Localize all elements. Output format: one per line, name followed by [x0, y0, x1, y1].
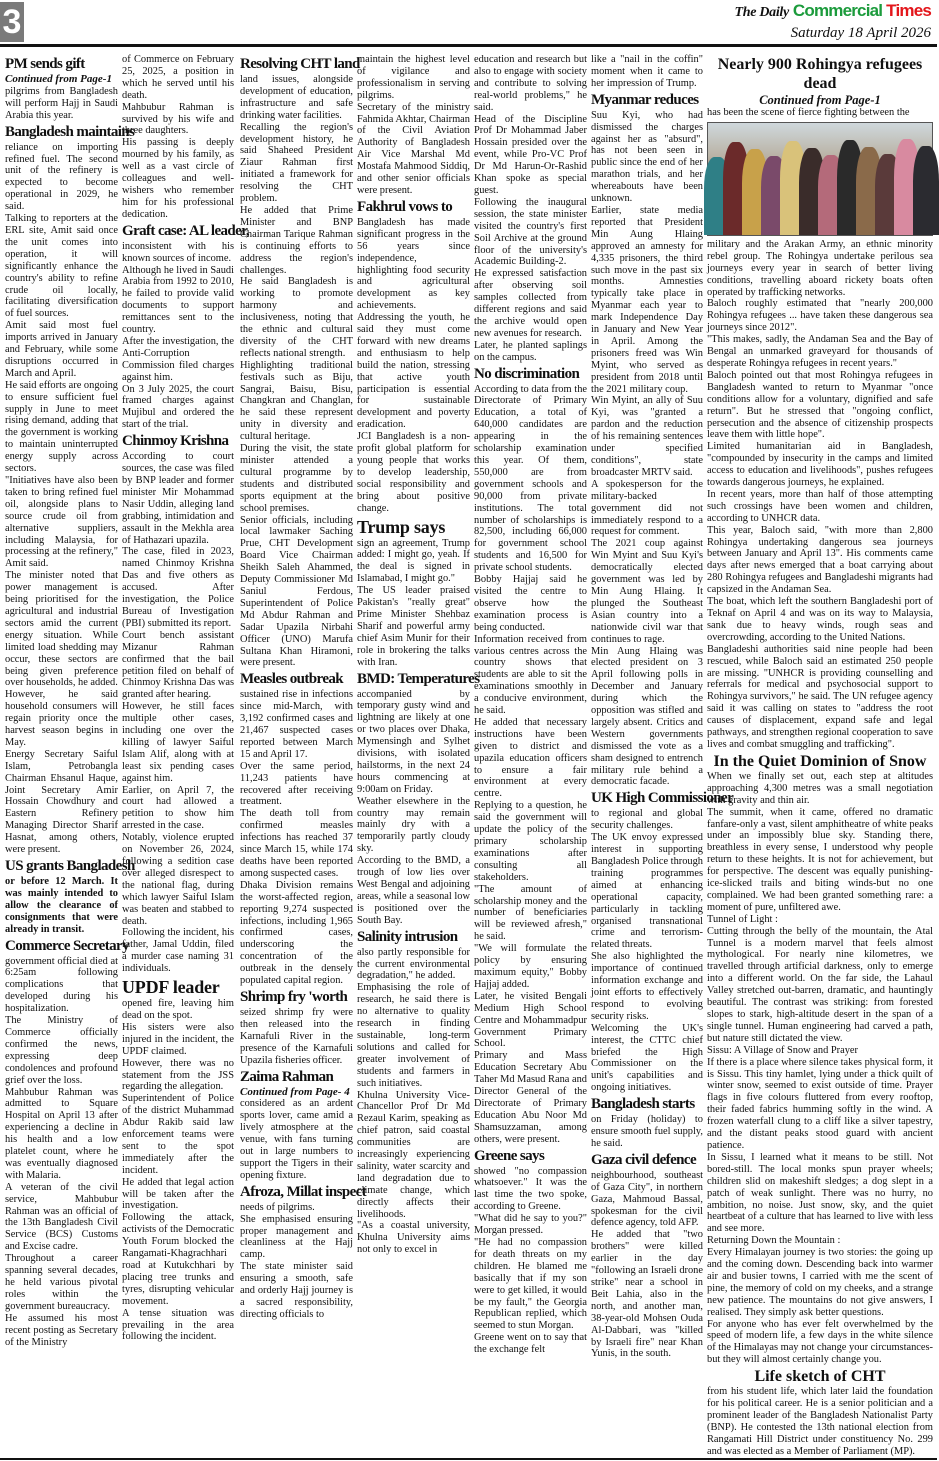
paragraph: Primary and Mass Education Secretary Abu Taher Md Masud Rana and Director General of the Directorate of Primary Education Abu Noor Md Shamsuzzaman, among others, were present. [474, 1050, 587, 1145]
paragraph: Cutting through the belly of the mountain, the Atal Tunnel is a modern marvel that feels almost mythological. For nearly nine kilometres, we travelled through artificial darkness, only to emerge into a different world. On the far side, the Lahaul Valley stretched out-barren, dramatic, and hauntingly beautiful. The contrast was striking: from forested slopes to stark, high-altitude desert in the span of a single tunnel. Human engineering had carved a path, but nature still dictated the view. [707, 925, 933, 1044]
headline: Resolving CHT land [240, 56, 360, 72]
paragraph: Weather elsewhere in the country may remain mainly dry with a temporarily partly cloudy sky. [357, 795, 470, 855]
paragraph: to regional and global security challenges. [591, 808, 703, 832]
headline: Shrimp fry 'worth [240, 988, 348, 1005]
paragraph: The Ministry of Commerce officially confirmed the news, expressing deep condolences and profound grief over the loss. [5, 1015, 118, 1086]
paragraph: Energy Secretary Saiful Islam, Petrobangla Chairman Ehsanul Haque, Joint Secretary Amir Hossain Chowdhury and Eastern Refinery Managing Director Sharif Hasnat, among others, were present. [5, 748, 118, 856]
paragraph: Returning Down the Mountain : [707, 1235, 841, 1247]
paragraph: He added that "two brothers" were killed earlier in the day "following an Israeli drone strike" near a school in Beit Lahia, also in the north, and another man, 38-year-old Mohsen Ouda Al-Dabbari, was "killed by Israeli fire" near Khan Yunis, in the south. [591, 1229, 703, 1360]
paragraph: Court bench assistant Mizanur Rahman confirmed that the bail petition filed on behalf of Chinmoy Krishna Das was granted after hearing. [122, 629, 234, 701]
paragraph: Emphasising the role of research, he said there is no alternative to quality research in finding sustainable, long-term solutions and called for greater involvement of students and farmers in such initiatives. [357, 982, 470, 1089]
paragraph: government official died at 6:25am following complications that developed during his hospitalization. [5, 955, 118, 1015]
headline: Bangladesh maintains [5, 123, 135, 140]
headline: UPDF leader [122, 977, 220, 998]
paragraph: Bobby Hajjaj said he visited the centre to observe how the examination process is being conducted. [474, 574, 587, 633]
paragraph: On 3 July 2025, the court framed charges against Mujibul and ordered the start of the trial. [122, 383, 234, 431]
paragraph: "As a coastal university, Khulna University aims not only to excel in [357, 1220, 470, 1256]
paragraph: "We will formulate the policy by ensuring maximum equity," Bobby Hajjaj added. [474, 943, 587, 990]
paragraph: According to court sources, the case was filed by BNP leader and former minister Mir Mohammad Nasir Uddin, alleging land grabbing, intimidation and assault in the Mekhla area of Hathazari upazila. [122, 451, 234, 546]
paragraph: Secretary of the ministry Fahmida Akhtar, Chairman of the Civil Aviation Authority of Bangladesh Air Vice Marshal Md Mostafa Mahmood Siddiq, and other senior officials were present. [357, 101, 470, 196]
paragraph: Superintendent of Police of the district Muhammad Abdur Rakib said law enforcement teams were sent to the spot immediately after the incident. [122, 1093, 234, 1176]
headline: Myanmar reduces [591, 91, 699, 108]
newspaper-name-the: The Daily [734, 5, 789, 20]
paragraph: The case, filed in 2023, named Chinmoy Krishna Das and five others as accused. After investigation, the Police Bureau of Investigation (PBI) submitted its report. [122, 546, 234, 629]
paragraph: Win Myint, an ally of Suu Kyi, was "granted a pardon and the reduction of his remaining sentences under specified conditions", state broadcaster MRTV said. [591, 395, 703, 478]
paragraph: A spokesperson for the military-backed government did not immediately respond to a request for comment. [591, 478, 703, 538]
paragraph: He added that legal action will be taken after the investigation. [122, 1176, 234, 1212]
column-7 [707, 54, 933, 1456]
headline: Life sketch of CHT [754, 1368, 886, 1386]
paragraph: "The amount of scholarship money and the number of beneficiaries will be reviewed afresh," he said. [474, 883, 587, 943]
rohingya-refugees-photo [707, 122, 933, 236]
paragraph: like a "nail in the coffin" moment when it came to her impression of Trump. [591, 54, 703, 89]
headline: Afroza, Millat inspect [240, 1183, 367, 1200]
paragraph: However, he said household consumers will regain priority once the harvest season begins in May. [5, 689, 118, 748]
paragraph: Baloch roughly estimated that "nearly 200,000 Rohingya refugees ... have taken these dangerous sea journeys since 2012". [707, 298, 933, 334]
paragraph: Talking to reporters at the ERL site, Amit said once the unit comes into operation, it will significantly enhance the country's ability to refine crude oil locally, facilitating diversification of fuel sources. [5, 213, 118, 320]
headline: UK High Commissioner [591, 790, 734, 807]
newspaper-name-times: Times [886, 1, 931, 20]
paragraph: The boat, which left the southern Bangladeshi port of Teknaf on April 4 and was on its way to Malaysia, sank due to heavy winds, rough seas and overcrowding, according to the United Nations. [707, 596, 933, 643]
headline: Fakhrul vows to [357, 198, 453, 215]
paragraph: Recalling the region's development history, he said Shaheed President Ziaur Rahman first initiated a framework for resolving the CHT problem. [240, 121, 353, 205]
paragraph: Sissu: A Village of Snow and Prayer [707, 1044, 858, 1056]
paragraph: of Commerce on February 25, 2025, a position in which he served until his death. [122, 54, 234, 101]
continued-kicker: Continued from Page- 4 [240, 1085, 350, 1098]
paragraph: Every Himalayan journey is two stories: the going up and the coming down. Descending back into warmer air and busier towns, I carried with me the scent of pine, the memory of cold on my cheeks, and a strange new patience. The mountains do not give answers, I realised. They simply ask better questions. [707, 1247, 933, 1318]
paragraph: He said Bangladesh is working to promote harmony and inclusiveness, noting that the ethnic and cultural diversity of the CHT reflects national strength. [240, 276, 353, 359]
paragraph: The US leader praised Pakistan's "really great" Prime Minister Shehbaz Sharif and powerful army chief Asim Munir for their role in brokering the talks with Iran. [357, 585, 470, 668]
paragraph: "Initiatives have also been taken to bring refined fuel oil, alongside plans to source crude oil from alternative suppliers, including Malaysia, for processing at the refinery," Amit said. [5, 475, 118, 570]
column-1 [5, 54, 135, 1456]
paragraph: Although he lived in Saudi Arabia from 1992 to 2010, he failed to provide valid documents to support remittances sent to the country. [122, 264, 234, 336]
column-4 [357, 54, 480, 1456]
paragraph: According to the BMD, a trough of low lies over West Bengal and adjoining areas, while a seasonal low is positioned over the South Bay. [357, 855, 470, 926]
paragraph: Earlier, state media reported that President Min Aung Hlaing approved an amnesty for 4,335 prisoners, the third such move in the past six months. Amnesties typically take place in Myanmar each year to mark Independence Day in January and New Year in April. Among the prisoners freed was Win Myint, who served as president from 2018 until the 2021 military coup. [591, 204, 703, 395]
paragraph: JCI Bangladesh is a non-profit global platform for young people that works to develop leadership, social responsibility and bring about positive change. [357, 431, 470, 514]
headline: Bangladesh starts [591, 1096, 695, 1113]
paragraph: Baloch pointed out that most Rohingya refugees in Bangladesh wanted to return to Myanmar "once conditions allow for a voluntary, dignified and safe return". But he stressed that "ongoing conflict, persecution and the absence of citizenship prospects leave them with little hope". [707, 369, 933, 441]
paragraph: However, he still faces multiple other cases, including one over the killing of lawyer Saiful Islam Alif, along with at least six pending cases against him. [122, 701, 234, 784]
newspaper-name-commercial: Commercial [792, 1, 883, 20]
headline: In the Quiet Dominion of Snow [713, 752, 927, 770]
paragraph: Following the attack, activists of the Democratic Youth Forum blocked the Rangamati-Khagrachhari road at Kutukchhari by placing tree trunks and tyres, disrupting vehicular movement. [122, 1212, 234, 1307]
headline: US grants Bangladesh [5, 858, 135, 874]
paragraph: He added that Prime Minister and BNP Chairman Tarique Rahman is continuing efforts to address the region's challenges. [240, 204, 353, 276]
paragraph: He assumed his most recent posting as Secretary of the Ministry [5, 1312, 118, 1348]
headline: Nearly 900 Rohingya refugees dead [717, 56, 923, 92]
paragraph: Min Aung Hlaing was elected president on 3 April following polls in December and January during which the opposition was stifled and largely absent. Critics and Western governments dismissed the vote as a sham designed to entrench military rule behind a democratic facade. [591, 645, 703, 788]
paragraph: from his student life, which later laid the foundation for his political career. He is a senior politician and a prominent leader of the Bangladesh Nationalist Party (BNP). He contested the 13th national election from Rangamati Hill District under constituency No. 299 and was elected as a Member of Parliament (MP). [707, 1386, 933, 1457]
paragraph: sign an agreement, Trump added: I might go, yeah. If the deal is signed in Islamabad, I might go." [357, 537, 470, 585]
footer-rule [0, 1458, 937, 1460]
paragraph: "What did he say to you?" Morgan pressed. [474, 1213, 587, 1237]
paragraph: on Friday (holiday) to ensure smooth fuel supply, he said. [591, 1114, 703, 1149]
paragraph: Bangladeshi authorities said nine people had been rescued, while Baloch said an estimated 250 people are missing. "UNHCR is providing counselling and referrals for medical and psychosocial support to Rohingya survivors," he said. The UN refugee agency said it was calling on states to "address the root causes of displacement, expand safe and legal pathways, and strengthen regional cooperation to save lives and combat smuggling and trafficking". [707, 643, 933, 750]
paragraph: Highlighting traditional festivals such as Biju, Sangrai, Baisu, Bisu, Changkran and Changlan, he said these represent unity in diversity and cultural heritage. [240, 359, 353, 443]
paragraph: Senior officials, including local lawmaker Saching Prue, CHT Development Board Vice Chairman Sheikh Saleh Ahammed, Deputy Commissioner Md Saniul Ferdous, Superintendent of Police Md Abdur Rahman and Sadar Upazila Nirbahi Officer (UNO) Marufa Sultana Khan Hiramoni, were present. [240, 514, 353, 669]
paragraph: Greene went on to say that the exchange felt [474, 1332, 587, 1356]
headline: Zaima Rahman [240, 1068, 334, 1085]
paragraph: accompanied by temporary gusty wind and lightning are likely at one or two places over Dhaka, Mymensingh and Sylhet divisions, with isolated hailstorms, in the next 24 hours commencing at 9:00am on Friday. [357, 688, 470, 795]
paragraph: Head of the Discipline Prof Dr Mohammad Jaber Hossain presided over the event, while Pro-VC Prof Dr Md Harun-Or-Rashid Khan spoke as special guest. [474, 113, 587, 196]
paragraph: Welcoming the UK's interest, the CTTC chief briefed the High Commissioner on the unit's capabilities and ongoing initiatives. [591, 1022, 703, 1094]
masthead [734, 1, 931, 42]
column-6 [591, 54, 734, 1456]
headline: Greene says [474, 1147, 545, 1164]
paragraph: Throughout a career spanning several decades, he held various pivotal roles within the government bureaucracy. [5, 1253, 118, 1312]
paragraph: considered as an ardent sports lover, came amid a lively atmosphere at the venue, with fans turning out in large numbers to support the Tigers in their opening fixture. [240, 1098, 353, 1181]
paragraph: Following the inaugural session, the state minister visited the country's first Soil Archive at the ground floor of the university's Academic Building-2. [474, 196, 587, 268]
paragraph: A veteran of the civil service, Mahbubur Rahman was an official of the 13th Bangladesh Civil Service (BCS) Customs and Excise cadre. [5, 1181, 118, 1253]
photo-figure [913, 146, 939, 235]
paragraph: The minister noted that power management is being prioritised for the agricultural and industrial sectors amid the current energy situation. While limited load shedding may occur, these sectors are being given preference over households, he added. [5, 570, 118, 689]
header-rule [0, 44, 937, 47]
paragraph: Replying to a question, he said the government will update the policy of the primary scholarship examinations after consulting all stakeholders. [474, 800, 587, 883]
column-2 [122, 54, 250, 1456]
paragraph: sustained rise in infections since mid-March, with 3,192 confirmed cases and 21,467 suspected cases reported between March 15 and April 17. [240, 689, 353, 760]
paragraph: neighbourhood, southeast of Gaza City", in northern Gaza, Mahmoud Bassal, spokesman for the civil defence agency, told AFP. [591, 1169, 703, 1229]
paragraph: "He had no compassion for death threats on my children. He blamed me basically that if my son were to get killed, it would be my fault," the Georgia Republican replied, which seemed to stun Morgan. [474, 1237, 587, 1332]
column-3 [240, 54, 367, 1456]
paragraph: maintain the highest level of vigilance and professionalism in serving pilgrims. [357, 54, 470, 101]
paragraph: has been the scene of fierce fighting between the [707, 107, 910, 118]
paragraph: Over the same period, 11,243 patients have recovered after receiving treatment. [240, 760, 353, 808]
paragraph: Following the incident, his father, Jamal Uddin, filed a murder case naming 31 individuals. [122, 927, 234, 975]
paragraph: During the visit, the state minister attended a cultural programme by students and distributed sports equipment at the school premises. [240, 443, 353, 514]
paragraph: The state minister said ensuring a smooth, safe and orderly Hajj journey is a sacred responsibility, directing officials to [240, 1261, 353, 1320]
paragraph: A tense situation was prevailing in the area following the incident. [122, 1307, 234, 1343]
paragraph: Mahbubur Rahman is survived by his wife and three daughters. [122, 101, 234, 137]
paragraph: Suu Kyi, who had dismissed the charges against her as "absurd", has not been seen in public since the end of her marathon trials, and her whereabouts have been unknown. [591, 109, 703, 205]
paragraph: However, there was no statement from the JSS regarding the allegation. [122, 1057, 234, 1093]
paragraph: Notably, violence erupted on November 26, 2024, following a sedition case over alleged disrespect to the national flag, during which lawyer Saiful Islam was beaten and stabbed to death. [122, 832, 234, 927]
paragraph: opened fire, leaving him dead on the spot. [122, 998, 234, 1021]
paragraph: His passing is deeply mourned by his family, as well as a vast circle of colleagues and well-wishers who remember him for his professional dedication. [122, 137, 234, 220]
paragraph: pilgrims from Bangladesh will perform Hajj in Saudi Arabia this year. [5, 85, 118, 121]
headline: Measles outbreak [240, 671, 344, 688]
paragraph: or before 12 March. It was mainly intended to allow the clearance of consignments that were already in transit. [5, 876, 118, 935]
paragraph: He expressed satisfaction after observing soil samples collected from different regions and said the archive would open new avenues for research. [474, 268, 587, 339]
continued-kicker: Continued from Page-1 [759, 93, 881, 107]
paragraph: also partly responsible for the current environmental degradation," he added. [357, 946, 470, 982]
headline: Gaza civil defence [591, 1151, 696, 1168]
paragraph: She emphasised ensuring proper management and cleanliness at the Hajj camp. [240, 1213, 353, 1261]
paragraph: Addressing the youth, he said they must come forward with new dreams and enthusiasm to help build the nation, stressing that active youth participation is essential for sustainable development and poverty eradication. [357, 312, 470, 431]
headline: PM sends gift [5, 56, 85, 72]
paragraph: The death toll from confirmed measles infections has reached 37 since March 15, while 174 deaths have been reported among suspected cases. [240, 808, 353, 879]
continued-kicker: Continued from Page-1 [5, 73, 112, 85]
headline: Trump says [357, 516, 446, 537]
headline: BMD: Temperatures [357, 670, 480, 687]
paragraph: According to data from the Directorate of Primary Education, a total of 640,000 candidates are appearing in the scholarship examination this year. Of them, 550,000 are from government schools and 90,000 from private institutions. The total number of scholarships is 82,500, including 66,000 for government school students and 16,500 for private school students. [474, 383, 587, 574]
issue-date: Saturday 18 April 2026 [790, 25, 931, 41]
paragraph: Later, he planted saplings on the campus. [474, 339, 587, 363]
paragraph: In Sissu, I learned what it means to be still. Not bored-still. The local monks spun prayer wheels; children slid on makeshift sledges; a dog slept in a patch of weak sunlight. There was no hurry, no ambition, no noise. Just snow, sky, and the quiet heartbeat of a culture that has learned to live with less and see more. [707, 1151, 933, 1235]
paragraph: The summit, when it came, offered no dramatic fanfare-only a vast, silent amphitheatre of white peaks under an impossibly blue sky. Standing there, breathless in every sense, I understood why people return to these heights. It is not for achievement, but for perspective. The descent was equally punishing-ice-slicked trails and biting winds-but no one complained. We had been granted something rare: a moment of pure, unfiltered awe. [707, 806, 933, 913]
paragraph: After the investigation, the Anti-Corruption Commission filed charges against him. [122, 335, 234, 383]
paragraph: The 2021 coup against Win Myint and Suu Kyi's democratically elected government was led by Min Aung Hlaing. It plunged the Southeast Asian country into a nationwide civil war that continues to rage. [591, 538, 703, 645]
paragraph: Earlier, on April 7, the court had allowed a petition to show him arrested in the case. [122, 784, 234, 832]
paragraph: He added that necessary instructions have been given to district and upazila education officers to ensure a fair environment at every centre. [474, 716, 587, 800]
headline: No discrimination [474, 365, 580, 382]
paragraph: education and research but also to engage with society and contribute to solving real-world problems," he said. [474, 54, 587, 113]
newspaper-name [734, 1, 931, 23]
paragraph: When we finally set out, each step at altitudes approaching 4,300 metres was a small negotiation with gravity and thin air. [707, 770, 933, 806]
paragraph: showed "no compassion whatsoever." It was the last time the two spoke, according to Greene. [474, 1165, 587, 1213]
paragraph: Dhaka Division remains the worst-affected region, reporting 9,274 suspected infections, including 1,965 confirmed cases, underscoring the concentration of the outbreak in the densely populated capital region. [240, 879, 353, 987]
paragraph: If there is a place where silence takes physical form, it is Sissu. This tiny hamlet, lying under a thick quilt of winter snow, seemed to exist outside of time. Prayer flags in five colours fluttered from every rooftop, their faded fabrics humming softly in the wind. A frozen waterfall clung to a cliff like a silver tapestry, and the distant peaks stood guard with ancient patience. [707, 1056, 933, 1151]
column-5 [474, 54, 587, 1456]
headline: Graft case: AL leader, [122, 222, 250, 239]
paragraph: He said efforts are ongoing to ensure sufficient fuel supply in June to meet rising demand, adding that the government is working to maintain uninterrupted energy supply across sectors. [5, 379, 118, 475]
headline: Salinity intrusion [357, 928, 458, 945]
paragraph: "This makes, sadly, the Andaman Sea and the Bay of Bengal an unmarked graveyard for thousands of desperate Rohingya refugees in recent years." [707, 334, 933, 369]
paragraph: Khulna University Vice-Chancellor Prof Dr Md Rezaul Karim, speaking as chief patron, said coastal communities are increasingly experiencing salinity, water scarcity and land degradation due to climate change, which directly affects their livelihoods. [357, 1089, 470, 1220]
paragraph: For anyone who has ever felt overwhelmed by the speed of modern life, a few days in the white silence of the Himalayas may not change your circumstances-but they will almost certainly change you. [707, 1318, 933, 1366]
paragraph: Bangladesh has made significant progress in the 56 years since independence, highlighting food security and agricultural development as key achievements. [357, 216, 470, 312]
paragraph: She also highlighted the importance of continued information exchange and joint efforts to effectively respond to evolving security risks. [591, 951, 703, 1022]
paragraph: Amit said most fuel imports arrived in January and February, while some disruptions occurred in March and April. [5, 320, 118, 379]
headline: Chinmoy Krishna [122, 433, 229, 450]
headline: Commerce Secretary [5, 937, 129, 954]
paragraph: In recent years, more than half of those attempting such crossings have been women and children, according to UNHCR data. [707, 488, 933, 524]
paragraph: land issues, alongside development of education, infrastructure and safe drinking water facilities. [240, 74, 353, 121]
page-number: 3 [0, 2, 24, 42]
paragraph: inconsistent with his known sources of income. [122, 240, 234, 264]
paragraph: His sisters were also injured in the incident, the UPDF claimed. [122, 1021, 234, 1057]
paragraph: Tunnel of Light : [707, 913, 778, 925]
paragraph: The UK envoy expressed interest in supporting Bangladesh Police through training programmes aimed at enhancing operational capacity, particularly in tackling organised transnational crime and terrorism-related threats. [591, 832, 703, 951]
paragraph: Later, he visited Bengali Medium High School Centre and Mohammadpur Government Primary School. [474, 990, 587, 1050]
paragraph: Mahbubur Rahman was admitted to Square Hospital on April 13 after experiencing a decline in his health and a low platelet count, where he was eventually diagnosed with Malaria. [5, 1086, 118, 1181]
paragraph: seized shrimp fry were then released into the Karnafuli River in the presence of the Karnafuli Upazila fisheries officer. [240, 1006, 353, 1066]
paragraph: reliance on importing refined fuel. The second unit of the refinery is expected to become operational in 2029, he said. [5, 141, 118, 213]
paragraph: This year, Baloch said, "with more than 2,800 Rohingya undertaking dangerous sea journeys between January and April 13". His comments came days after news emerged that a boat carrying about 280 Rohingya refugees and Bangladeshi migrants had capsized in the Andaman Sea. [707, 524, 933, 596]
paragraph: Limited humanitarian aid in Bangladesh, "compounded by insecurity in the camps and limited access to education and livelihoods", pushes refugees towards dangerous journeys, he explained. [707, 441, 933, 489]
paragraph: Information received from various centres across the country shows that students are able to sit the examinations smoothly in a conducive environment, he said. [474, 633, 587, 717]
paragraph: military and the Arakan Army, an ethnic minority rebel group. The Rohingya undertake perilous sea journeys every year in search of better living conditions, travelling aboard rickety boats often operated by trafficking networks. [707, 238, 933, 298]
paragraph: needs of pilgrims. [240, 1201, 315, 1213]
